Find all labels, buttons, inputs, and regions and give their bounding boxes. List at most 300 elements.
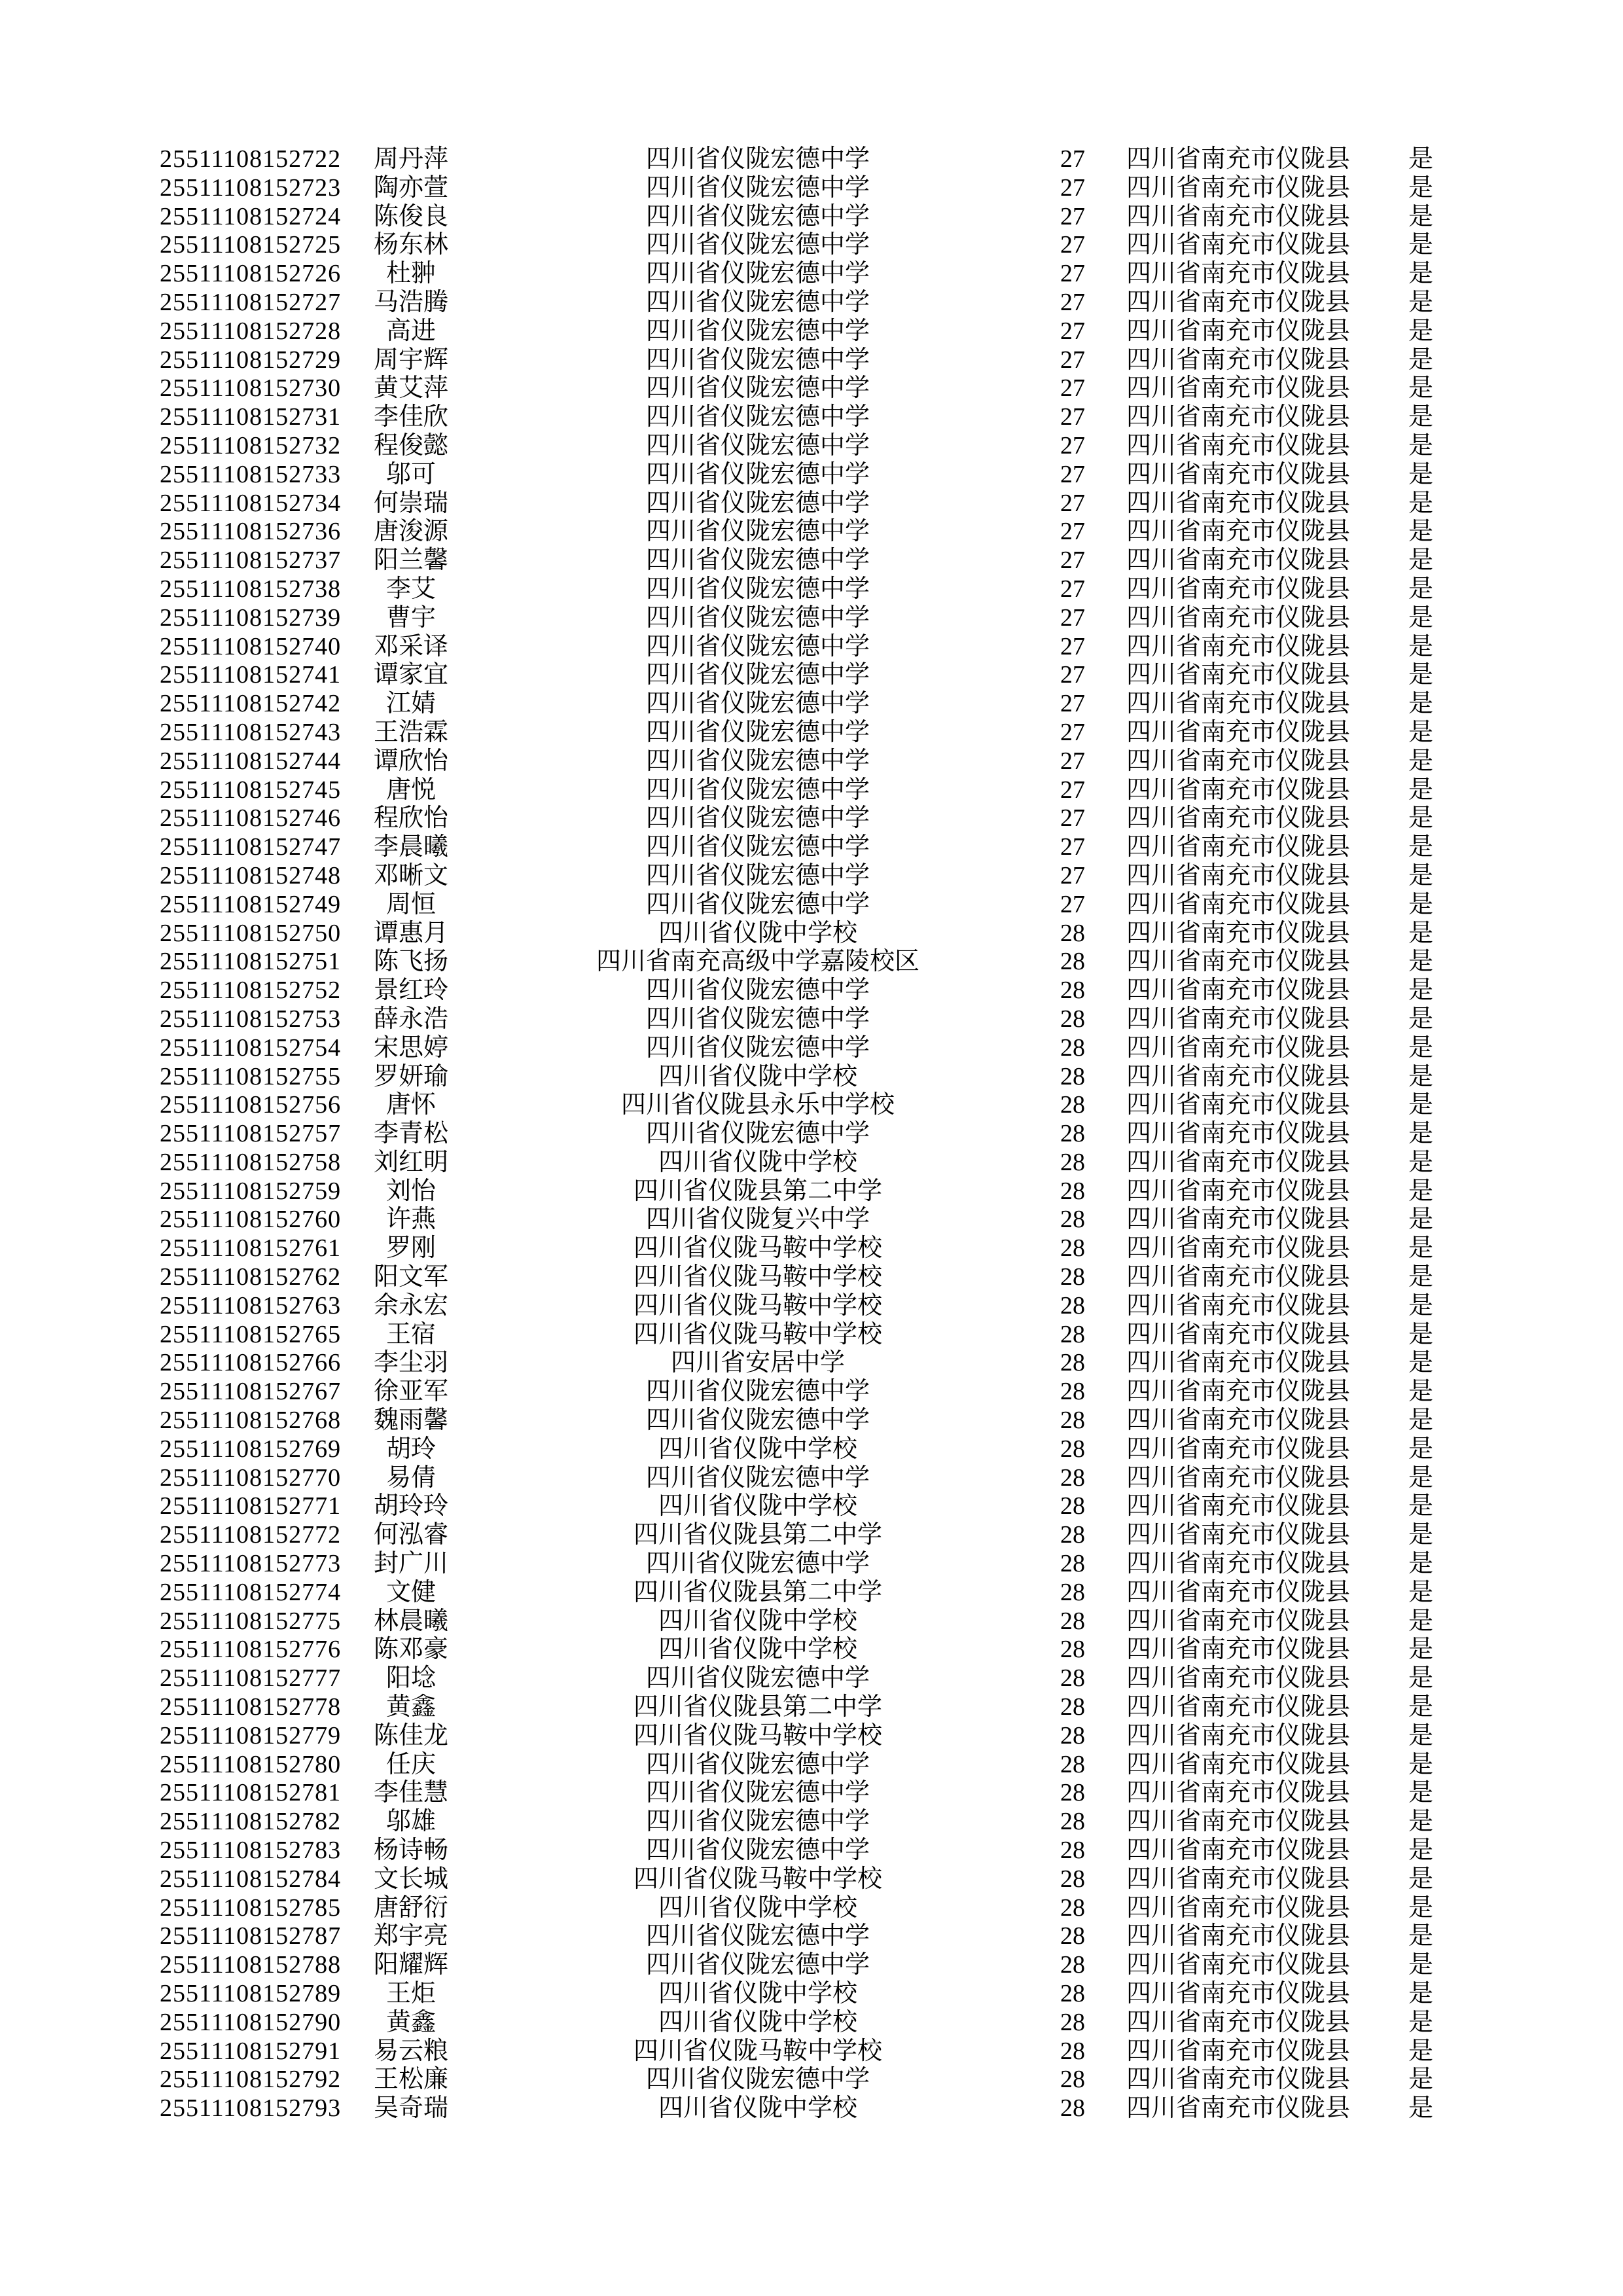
district-cell: 四川省南充市仪陇县: [1126, 1521, 1350, 1549]
confirmed-cell: 是: [1408, 374, 1433, 403]
district-cell: 四川省南充市仪陇县: [1126, 1463, 1350, 1492]
candidate-name-cell: 江婧: [385, 690, 436, 718]
school-cell: 四川省仪陇宏德中学: [645, 1922, 870, 1950]
candidate-number-cell: 25511108152747: [160, 833, 342, 861]
left-margin-cell: [0, 1234, 160, 1263]
confirmed-cell: 是: [1408, 948, 1433, 976]
school-cell: 四川省仪陇宏德中学: [645, 977, 870, 1005]
left-margin-cell: [0, 1808, 160, 1837]
left-margin-cell: [0, 1636, 160, 1664]
candidate-name-cell: 文长城: [373, 1865, 448, 1893]
confirmed-cell: 是: [1408, 1922, 1433, 1950]
exam-room-cell: 28: [1060, 1206, 1085, 1234]
candidate-number-cell: 25511108152734: [160, 489, 342, 517]
table-row: [0, 977, 1450, 1005]
district-cell: 四川省南充市仪陇县: [1126, 1378, 1350, 1406]
school-cell: 四川省仪陇宏德中学: [645, 231, 870, 259]
exam-room-cell: 28: [1060, 2094, 1085, 2123]
table-row: [0, 1177, 1450, 1206]
exam-room-cell: 28: [1060, 919, 1085, 947]
table-row: [0, 260, 1450, 289]
confirmed-cell: 是: [1408, 1091, 1433, 1119]
candidate-name-cell: 刘红明: [373, 1148, 448, 1176]
school-cell: 四川省仪陇马鞍中学校: [633, 1263, 882, 1291]
table-row: [0, 203, 1450, 232]
candidate-name-cell: 马浩腾: [373, 288, 448, 316]
exam-room-cell: 27: [1060, 403, 1085, 431]
candidate-name-cell: 宋思婷: [373, 1033, 448, 1062]
confirmed-cell: 是: [1408, 260, 1433, 288]
school-cell: 四川省仪陇中学校: [658, 1148, 857, 1176]
confirmed-cell: 是: [1408, 489, 1433, 517]
confirmed-cell: 是: [1408, 2037, 1433, 2065]
table-row: [0, 1120, 1450, 1149]
exam-room-cell: 28: [1060, 1521, 1085, 1549]
school-cell: 四川省仪陇中学校: [658, 1492, 857, 1520]
exam-room-cell: 28: [1060, 1951, 1085, 1979]
candidate-number-cell: 25511108152772: [160, 1521, 342, 1549]
candidate-name-cell: 陈飞扬: [373, 948, 448, 976]
candidate-name-cell: 曹宇: [385, 603, 436, 632]
candidate-name-cell: 王炬: [385, 1980, 436, 2007]
table-row: [0, 2066, 1450, 2094]
school-cell: 四川省仪陇宏德中学: [645, 1378, 870, 1406]
district-cell: 四川省南充市仪陇县: [1126, 1263, 1350, 1291]
table-row: [0, 2009, 1450, 2037]
confirmed-cell: 是: [1408, 2066, 1433, 2094]
district-cell: 四川省南充市仪陇县: [1126, 1664, 1350, 1693]
candidate-name-cell: 李青松: [373, 1120, 448, 1148]
candidate-number-cell: 25511108152760: [160, 1206, 342, 1234]
left-margin-cell: [0, 1894, 160, 1923]
candidate-number-cell: 25511108152759: [160, 1177, 342, 1205]
candidate-number-cell: 25511108152733: [160, 460, 342, 488]
candidate-name-cell: 何崇瑞: [373, 489, 448, 517]
candidate-name-cell: 程欣怡: [373, 804, 448, 833]
district-cell: 四川省南充市仪陇县: [1126, 1234, 1350, 1263]
candidate-number-cell: 25511108152787: [160, 1922, 342, 1950]
left-margin-cell: [0, 1206, 160, 1234]
district-cell: 四川省南充市仪陇县: [1126, 1721, 1350, 1749]
table-row: [0, 1607, 1450, 1636]
candidate-number-cell: 25511108152765: [160, 1320, 342, 1348]
left-margin-cell: [0, 174, 160, 203]
table-row: [0, 1808, 1450, 1837]
candidate-number-cell: 25511108152782: [160, 1808, 342, 1836]
table-row: [0, 719, 1450, 747]
table-row: [0, 1693, 1450, 1722]
confirmed-cell: 是: [1408, 1550, 1433, 1578]
confirmed-cell: 是: [1408, 1607, 1433, 1635]
exam-room-cell: 27: [1060, 776, 1085, 804]
school-cell: 四川省仪陇宏德中学: [645, 173, 870, 202]
school-cell: 四川省仪陇宏德中学: [645, 1837, 870, 1865]
left-margin-cell: [0, 1865, 160, 1894]
confirmed-cell: 是: [1408, 1463, 1433, 1492]
school-cell: 四川省仪陇宏德中学: [645, 661, 870, 689]
school-cell: 四川省仪陇宏德中学: [645, 1664, 870, 1693]
exam-room-cell: 28: [1060, 1234, 1085, 1263]
candidate-number-cell: 25511108152744: [160, 747, 342, 775]
left-margin-cell: [0, 403, 160, 432]
left-margin-cell: [0, 1435, 160, 1464]
confirmed-cell: 是: [1408, 1636, 1433, 1664]
candidate-name-cell: 阳文军: [373, 1263, 448, 1291]
school-cell: 四川省仪陇宏德中学: [645, 1120, 870, 1148]
candidate-number-cell: 25511108152762: [160, 1263, 342, 1291]
left-margin-cell: [0, 2094, 160, 2123]
confirmed-cell: 是: [1408, 603, 1433, 632]
candidate-number-cell: 25511108152771: [160, 1492, 342, 1520]
table-row: [0, 1922, 1450, 1951]
table-row: [0, 690, 1450, 719]
school-cell: 四川省仪陇宏德中学: [645, 547, 870, 575]
district-cell: 四川省南充市仪陇县: [1126, 1320, 1350, 1348]
exam-room-cell: 28: [1060, 1005, 1085, 1033]
district-cell: 四川省南充市仪陇县: [1126, 1951, 1350, 1979]
left-margin-cell: [0, 1579, 160, 1607]
table-row: [0, 518, 1450, 547]
exam-room-cell: 28: [1060, 1407, 1085, 1435]
district-cell: 四川省南充市仪陇县: [1126, 718, 1350, 746]
left-margin-cell: [0, 1292, 160, 1321]
candidate-name-cell: 杜翀: [385, 260, 436, 288]
exam-room-cell: 28: [1060, 1463, 1085, 1492]
school-cell: 四川省仪陇宏德中学: [645, 690, 870, 718]
table-row: [0, 604, 1450, 633]
exam-room-cell: 28: [1060, 1779, 1085, 1807]
district-cell: 四川省南充市仪陇县: [1126, 1177, 1350, 1205]
candidate-name-cell: 高进: [385, 317, 436, 345]
exam-room-cell: 28: [1060, 1291, 1085, 1319]
candidate-number-cell: 25511108152749: [160, 890, 342, 918]
candidate-name-cell: 李晨曦: [373, 833, 448, 861]
table-row: [0, 776, 1450, 805]
district-cell: 四川省南充市仪陇县: [1126, 1148, 1350, 1176]
candidate-name-cell: 易倩: [385, 1463, 436, 1492]
school-cell: 四川省仪陇宏德中学: [645, 1951, 870, 1979]
confirmed-cell: 是: [1408, 460, 1433, 488]
table-row: [0, 1206, 1450, 1234]
confirmed-cell: 是: [1408, 890, 1433, 918]
left-margin-cell: [0, 1063, 160, 1092]
left-margin-cell: [0, 1693, 160, 1722]
candidate-number-cell: 25511108152738: [160, 575, 342, 603]
district-cell: 四川省南充市仪陇县: [1126, 977, 1350, 1005]
candidate-number-cell: 25511108152779: [160, 1721, 342, 1749]
confirmed-cell: 是: [1408, 231, 1433, 259]
confirmed-cell: 是: [1408, 547, 1433, 575]
district-cell: 四川省南充市仪陇县: [1126, 690, 1350, 718]
candidate-name-cell: 王宿: [385, 1320, 436, 1348]
exam-room-cell: 28: [1060, 977, 1085, 1005]
school-cell: 四川省仪陇中学校: [658, 919, 857, 947]
candidate-number-cell: 25511108152774: [160, 1578, 342, 1606]
exam-room-cell: 28: [1060, 1033, 1085, 1062]
exam-room-cell: 27: [1060, 547, 1085, 575]
exam-room-cell: 27: [1060, 833, 1085, 861]
left-margin-cell: [0, 231, 160, 260]
candidate-number-cell: 25511108152745: [160, 776, 342, 804]
school-cell: 四川省仪陇马鞍中学校: [633, 1865, 882, 1893]
exam-room-cell: 27: [1060, 460, 1085, 488]
school-cell: 四川省安居中学: [670, 1349, 845, 1377]
candidate-name-cell: 周恒: [385, 890, 436, 918]
confirmed-cell: 是: [1408, 1693, 1433, 1721]
confirmed-cell: 是: [1408, 1664, 1433, 1693]
district-cell: 四川省南充市仪陇县: [1126, 145, 1350, 173]
district-cell: 四川省南充市仪陇县: [1126, 861, 1350, 889]
school-cell: 四川省仪陇宏德中学: [645, 2066, 870, 2094]
district-cell: 四川省南充市仪陇县: [1126, 1407, 1350, 1435]
district-cell: 四川省南充市仪陇县: [1126, 1693, 1350, 1721]
left-margin-cell: [0, 1751, 160, 1780]
exam-room-cell: 28: [1060, 2008, 1085, 2036]
school-cell: 四川省仪陇宏德中学: [645, 1779, 870, 1807]
candidate-number-cell: 25511108152776: [160, 1636, 342, 1664]
candidate-name-cell: 谭欣怡: [373, 747, 448, 775]
candidate-name-cell: 陶亦萱: [373, 173, 448, 202]
confirmed-cell: 是: [1408, 1865, 1433, 1893]
district-cell: 四川省南充市仪陇县: [1126, 1206, 1350, 1234]
candidate-number-cell: 25511108152756: [160, 1091, 342, 1119]
left-margin-cell: [0, 1550, 160, 1579]
left-margin-cell: [0, 518, 160, 547]
exam-room-cell: 28: [1060, 1263, 1085, 1291]
candidate-number-cell: 25511108152785: [160, 1893, 342, 1922]
candidate-name-cell: 文健: [385, 1578, 436, 1606]
exam-room-cell: 28: [1060, 1664, 1085, 1693]
school-cell: 四川省仪陇宏德中学: [645, 804, 870, 833]
district-cell: 四川省南充市仪陇县: [1126, 747, 1350, 775]
confirmed-cell: 是: [1408, 1407, 1433, 1435]
candidate-name-cell: 谭家宜: [373, 661, 448, 689]
exam-room-cell: 28: [1060, 1721, 1085, 1749]
district-cell: 四川省南充市仪陇县: [1126, 1120, 1350, 1148]
school-cell: 四川省仪陇宏德中学: [645, 288, 870, 316]
exam-room-cell: 27: [1060, 173, 1085, 202]
left-margin-cell: [0, 2066, 160, 2094]
table-row: [0, 2094, 1450, 2123]
exam-room-cell: 27: [1060, 632, 1085, 660]
left-margin-cell: [0, 1492, 160, 1521]
candidate-name-cell: 徐亚军: [373, 1378, 448, 1406]
left-margin-cell: [0, 661, 160, 690]
left-margin-cell: [0, 1177, 160, 1206]
school-cell: 四川省仪陇宏德中学: [645, 518, 870, 546]
district-cell: 四川省南充市仪陇县: [1126, 1033, 1350, 1062]
table-row: [0, 490, 1450, 518]
district-cell: 四川省南充市仪陇县: [1126, 260, 1350, 288]
table-row: [0, 833, 1450, 862]
exam-room-cell: 28: [1060, 1349, 1085, 1377]
school-cell: 四川省仪陇宏德中学: [645, 346, 870, 374]
confirmed-cell: 是: [1408, 1234, 1433, 1263]
candidate-number-cell: 25511108152788: [160, 1951, 342, 1979]
candidate-name-cell: 邬可: [385, 460, 436, 488]
confirmed-cell: 是: [1408, 1349, 1433, 1377]
school-cell: 四川省仪陇中学校: [658, 1893, 857, 1922]
candidate-name-cell: 周丹萍: [373, 145, 448, 173]
candidate-number-cell: 25511108152725: [160, 231, 342, 259]
district-cell: 四川省南充市仪陇县: [1126, 173, 1350, 202]
candidate-name-cell: 胡玲玲: [373, 1492, 448, 1520]
table-row: [0, 432, 1450, 461]
confirmed-cell: 是: [1408, 317, 1433, 345]
left-margin-cell: [0, 862, 160, 891]
district-cell: 四川省南充市仪陇县: [1126, 1750, 1350, 1778]
left-margin-cell: [0, 1005, 160, 1034]
school-cell: 四川省仪陇宏德中学: [645, 1033, 870, 1062]
candidate-number-cell: 25511108152777: [160, 1664, 342, 1693]
candidate-number-cell: 25511108152769: [160, 1435, 342, 1463]
district-cell: 四川省南充市仪陇县: [1126, 1550, 1350, 1578]
candidate-name-cell: 黄鑫: [385, 2008, 436, 2036]
table-row: [0, 1751, 1450, 1780]
table-row: [0, 231, 1450, 260]
school-cell: 四川省仪陇宏德中学: [645, 575, 870, 603]
table-row: [0, 948, 1450, 977]
exam-room-cell: 28: [1060, 1750, 1085, 1778]
exam-room-cell: 28: [1060, 1378, 1085, 1406]
exam-room-cell: 28: [1060, 1091, 1085, 1119]
confirmed-cell: 是: [1408, 1808, 1433, 1836]
school-cell: 四川省仪陇中学校: [658, 2008, 857, 2036]
confirmed-cell: 是: [1408, 346, 1433, 374]
table-row: [0, 1636, 1450, 1664]
table-row: [0, 317, 1450, 346]
table-row: [0, 346, 1450, 375]
school-cell: 四川省仪陇马鞍中学校: [633, 1320, 882, 1348]
left-margin-cell: [0, 2037, 160, 2066]
left-margin-cell: [0, 1922, 160, 1951]
school-cell: 四川省仪陇中学校: [658, 1435, 857, 1463]
left-margin-cell: [0, 461, 160, 490]
left-margin-cell: [0, 776, 160, 805]
table-row: [0, 145, 1450, 174]
left-margin-cell: [0, 203, 160, 232]
candidate-name-cell: 黄鑫: [385, 1693, 436, 1721]
district-cell: 四川省南充市仪陇县: [1126, 661, 1350, 689]
confirmed-cell: 是: [1408, 1033, 1433, 1062]
confirmed-cell: 是: [1408, 1062, 1433, 1090]
school-cell: 四川省仪陇县第二中学: [633, 1578, 882, 1606]
table-row: [0, 1063, 1450, 1092]
district-cell: 四川省南充市仪陇县: [1126, 1349, 1350, 1377]
school-cell: 四川省仪陇宏德中学: [645, 145, 870, 173]
candidate-name-cell: 封广川: [373, 1550, 448, 1578]
table-row: [0, 804, 1450, 833]
exam-room-cell: 27: [1060, 603, 1085, 632]
candidate-name-cell: 杨诗畅: [373, 1837, 448, 1865]
confirmed-cell: 是: [1408, 2094, 1433, 2123]
confirmed-cell: 是: [1408, 661, 1433, 689]
confirmed-cell: 是: [1408, 173, 1433, 202]
candidate-name-cell: 王松廉: [373, 2066, 448, 2094]
district-cell: 四川省南充市仪陇县: [1126, 1607, 1350, 1635]
table-row: [0, 661, 1450, 690]
district-cell: 四川省南充市仪陇县: [1126, 403, 1350, 431]
left-margin-cell: [0, 432, 160, 461]
candidate-name-cell: 罗刚: [385, 1234, 436, 1263]
district-cell: 四川省南充市仪陇县: [1126, 2066, 1350, 2094]
table-row: [0, 747, 1450, 776]
candidate-number-cell: 25511108152729: [160, 346, 342, 374]
school-cell: 四川省南充高级中学嘉陵校区: [596, 948, 919, 976]
exam-room-cell: 28: [1060, 1148, 1085, 1176]
candidate-number-cell: 25511108152791: [160, 2037, 342, 2065]
candidate-name-cell: 谭惠月: [373, 919, 448, 947]
candidate-number-cell: 25511108152752: [160, 977, 342, 1005]
district-cell: 四川省南充市仪陇县: [1126, 518, 1350, 546]
district-cell: 四川省南充市仪陇县: [1126, 632, 1350, 660]
table-row: [0, 547, 1450, 575]
district-cell: 四川省南充市仪陇县: [1126, 317, 1350, 345]
table-row: [0, 1292, 1450, 1321]
candidate-number-cell: 25511108152790: [160, 2008, 342, 2036]
candidate-name-cell: 任庆: [385, 1750, 436, 1778]
table-row: [0, 403, 1450, 432]
confirmed-cell: 是: [1408, 1378, 1433, 1406]
confirmed-cell: 是: [1408, 1521, 1433, 1549]
district-cell: 四川省南充市仪陇县: [1126, 2037, 1350, 2065]
school-cell: 四川省仪陇宏德中学: [645, 403, 870, 431]
district-cell: 四川省南充市仪陇县: [1126, 288, 1350, 316]
left-margin-cell: [0, 1378, 160, 1407]
candidate-number-cell: 25511108152784: [160, 1865, 342, 1893]
district-cell: 四川省南充市仪陇县: [1126, 489, 1350, 517]
left-margin-cell: [0, 977, 160, 1005]
district-cell: 四川省南充市仪陇县: [1126, 460, 1350, 488]
left-margin-cell: [0, 804, 160, 833]
left-margin-cell: [0, 1091, 160, 1120]
table-row: [0, 374, 1450, 403]
school-cell: 四川省仪陇宏德中学: [645, 202, 870, 230]
candidate-number-cell: 25511108152736: [160, 518, 342, 546]
table-row: [0, 891, 1450, 920]
candidate-number-cell: 25511108152770: [160, 1463, 342, 1492]
left-margin-cell: [0, 547, 160, 575]
candidate-number-cell: 25511108152727: [160, 288, 342, 316]
school-cell: 四川省仪陇中学校: [658, 2094, 857, 2123]
table-row: [0, 1464, 1450, 1493]
candidate-number-cell: 25511108152724: [160, 202, 342, 230]
left-margin-cell: [0, 490, 160, 518]
candidate-number-cell: 25511108152730: [160, 374, 342, 403]
confirmed-cell: 是: [1408, 919, 1433, 947]
exam-room-cell: 27: [1060, 374, 1085, 403]
exam-room-cell: 28: [1060, 1980, 1085, 2007]
table-row: [0, 1492, 1450, 1521]
confirmed-cell: 是: [1408, 1177, 1433, 1205]
exam-room-cell: 27: [1060, 145, 1085, 173]
candidate-number-cell: 25511108152789: [160, 1980, 342, 2007]
exam-room-cell: 28: [1060, 1808, 1085, 1836]
confirmed-cell: 是: [1408, 403, 1433, 431]
candidate-number-cell: 25511108152740: [160, 632, 342, 660]
school-cell: 四川省仪陇宏德中学: [645, 317, 870, 345]
left-margin-cell: [0, 289, 160, 317]
left-margin-cell: [0, 1149, 160, 1177]
school-cell: 四川省仪陇中学校: [658, 1607, 857, 1635]
table-body: [0, 145, 1450, 2123]
exam-room-cell: 28: [1060, 1120, 1085, 1148]
left-margin-cell: [0, 633, 160, 662]
candidate-name-cell: 景红玲: [373, 977, 448, 1005]
left-margin-cell: [0, 747, 160, 776]
candidate-number-cell: 25511108152748: [160, 861, 342, 889]
left-margin-cell: [0, 145, 160, 174]
